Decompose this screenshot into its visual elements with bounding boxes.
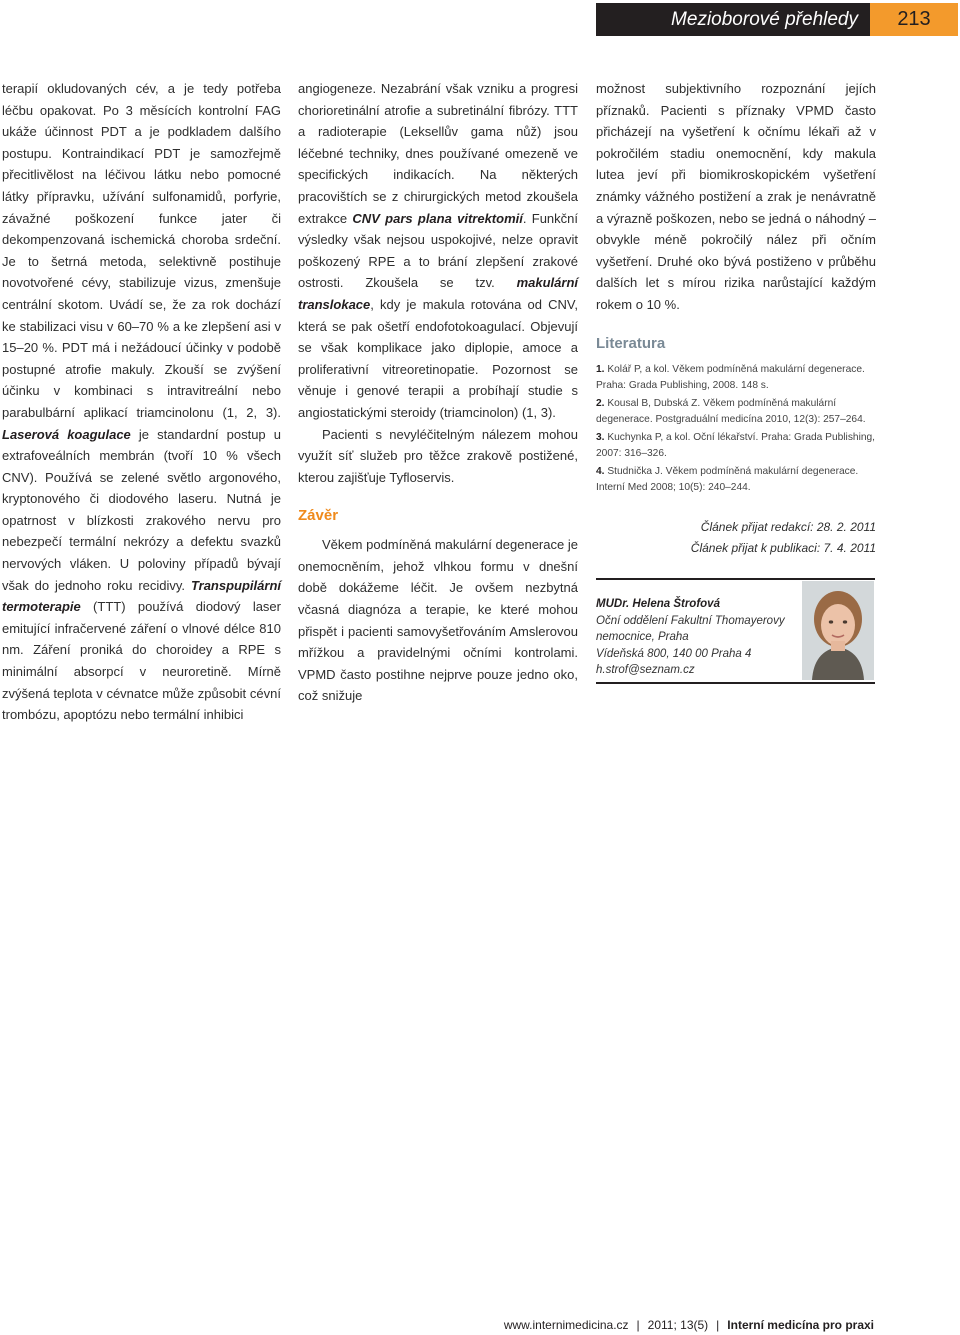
- paragraph: možnost subjektivního rozpoznání jejích příznaků. Pacienti s příznaky VPMD často přicházejí na vyšetření k očnímu lékaři až v pokročilém stadiu onemocnění, kdy makula lutea jeví při biomikroskopickém vyšetření známky vážného postižení a zrak je nenávratně a výrazně poškozen, nebo se jedná o náhodný – obvykle méně pokročilý nález při očním vyšetření. Druhé oko bývá postiženo v průběhu dalších let s mírou rizika narůstající každým rokem o 10 %.: [596, 81, 876, 312]
- footer-website[interactable]: www.internimedicina.cz: [503, 1318, 629, 1332]
- journal-header: [596, 3, 958, 36]
- reference-number: 2.: [596, 397, 605, 409]
- section-title: Mezioborové přehledy: [671, 9, 858, 30]
- text-column-2: [298, 78, 578, 707]
- paragraph-conclusion: Věkem podmíněná makulární degenerace je onemocněním, jehož vlhkou formu v dnešní době dokážeme léčit. Je ovšem nezbytná včasná diagnóza a terapie, ke které mohou přispět i pacienti samovyšetřováním Amslerovou mřížkou a pravidelnými očními kontrolami. VPMD často postihne nejprve pouze jedno oko, což snižuje: [298, 537, 578, 704]
- reference-list: [596, 362, 876, 497]
- accepted-publication-date: Článek přijat k publikaci: 7. 4. 2011: [690, 540, 876, 555]
- author-name: MUDr. Helena Štrofová: [596, 598, 720, 610]
- paragraph-tyfloservis: Pacienti s nevyléčitelným nálezem mohou využít síť služeb pro těžce zrakově postižené, kterou zajišťuje Tyfloservis.: [298, 426, 578, 485]
- body-text: terapií okludovaných cév, a je tedy potřeba léčbu opakovat. Po 3 měsících kontrolní FAG ukáže účinnost PDT a je podkladem dalšího postupu. Kontraindikací PDT je samozřejmě přecitlivělost na léčivou látku nebo pomocné látky přípravku, užívání sulfonamidů, porfyrie, závažné poškození funkce jater či dekompenzovaná ischemická choroba srdeční. Je to šetrná metoda, selektivně postihuje novotvořené cévy, stabilizuje vizus, zmenšuje centrální skotom. Uvádí se, že za rok dochází ke stabilizaci visu v 60–70 % a ke zlepšení asi v 15–20 %. PDT má i nežádoucí účinky v podobě postupné atrofie makuly. Zkouší se zvýšení účinku v kombinaci s intravitreální nebo parabulbární aplikací triamcinolonu (1, 2, 3).: [2, 81, 281, 420]
- page-number: 213: [870, 3, 958, 36]
- reference-item: [596, 362, 876, 395]
- reference-text: Kousal B, Dubská Z. Věkem podmíněná makulární degenerace. Postgraduální medicína 2010, 12(3): 257–264.: [596, 397, 866, 426]
- term-ttt: Transpupilární termoterapie: [2, 577, 281, 615]
- body-text: je standardní postup u extrafoveálních membrán (tvoří 10 % všech CNV). Používá se zelené světlo argonového, kryptonového či diodového laseru. Nutná je opatrnost v blízkosti zrakového nervu pro nebezpečí termální nekrózy a defektu svazků nervových vláken. U poloviny případů bývají však do jednoho roku recidivy.: [2, 426, 281, 593]
- page-footer: [504, 1315, 874, 1335]
- author-info: [596, 596, 786, 679]
- author-portrait-icon: [802, 581, 874, 680]
- reference-item: [596, 430, 876, 463]
- author-address: Vídeňská 800, 140 00 Praha 4: [596, 647, 752, 660]
- body-text: , kdy je makula rotována od CNV, která se pak ošetří endofotokoagulací. Objevují se však komplikace jako diplopie, amoce a proliferativní vitreoretinopatie. Pozornost se věnuje i genové terapii a probíhají studie s angiostatickými steroidy (triamcinolon) (1, 3).: [298, 296, 578, 420]
- author-box: [596, 578, 875, 684]
- accepted-editorial-date: Článek přijat redakcí: 28. 2. 2011: [700, 519, 876, 534]
- term-cnv-vitrectomy: CNV pars plana vitrektomií: [352, 210, 523, 226]
- reference-item: [596, 396, 876, 429]
- reference-text: Kuchynka P, a kol. Oční lékařství. Praha: Grada Publishing, 2007: 316–326.: [596, 431, 875, 460]
- reference-item: [596, 464, 876, 497]
- footer-issue: 2011; 13(5): [647, 1318, 709, 1332]
- author-affiliation-city: nemocnice, Praha: [596, 631, 689, 643]
- heading-literatura: Literatura: [596, 334, 666, 352]
- paragraph: [298, 78, 578, 424]
- reference-number: 4.: [596, 465, 605, 477]
- reference-number: 1.: [596, 363, 605, 375]
- author-affiliation: Oční oddělení Fakultní Thomayerovy: [596, 614, 785, 627]
- author-email[interactable]: h.strof@seznam.cz: [596, 664, 695, 676]
- footer-journal: Interní medicína pro praxi: [727, 1318, 874, 1332]
- text-column-3: [596, 78, 876, 559]
- heading-zaver: Závěr: [298, 507, 339, 525]
- term-laser-coagulation: Laserová koagulace: [2, 426, 131, 442]
- reference-text: Kolář P, a kol. Věkem podmíněná makulární degenerace. Praha: Grada Publishing, 2008. 148 s.: [596, 363, 865, 392]
- acceptance-dates: [596, 517, 876, 559]
- footer-separator: |: [636, 1318, 640, 1332]
- term-macular-translocation: makulární translokace: [298, 275, 578, 312]
- body-text: . Funkční výsledky však nejsou uspokojivé, nelze opravit poškozený RPE a to brání zlepšení zrakové ostrosti. Zkoušela se tzv.: [298, 210, 578, 291]
- body-text: (TTT) používá diodový laser emitující infračervené záření o vlnové délce 810 nm. Záření proniká do choroidey a RPE s minimální absorpcí v neuroretině. Mírně zvýšená teplota v cévnatce může způsobit cévní trombózu, apoptózu nebo termální inhibici: [2, 599, 281, 723]
- reference-text: Studnička J. Věkem podmíněná makulární degenerace. Interní Med 2008; 10(5): 240–244.: [596, 465, 859, 494]
- body-text: angiogeneze. Nezabrání však vzniku a progresi chorioretinální atrofie a subretinální fibrózy. TTT a radioterapie (Leksellův gama nůž) jsou léčebné techniky, dnes používané omezeně ve specifických indikacích. Na některých pracovištích se z chirurgických metod zkoušela extrakce: [298, 81, 578, 226]
- footer-separator: |: [716, 1318, 720, 1332]
- paragraph: [2, 78, 281, 726]
- author-photo: [802, 581, 874, 680]
- text-column-1: [2, 78, 281, 726]
- reference-number: 3.: [596, 431, 605, 443]
